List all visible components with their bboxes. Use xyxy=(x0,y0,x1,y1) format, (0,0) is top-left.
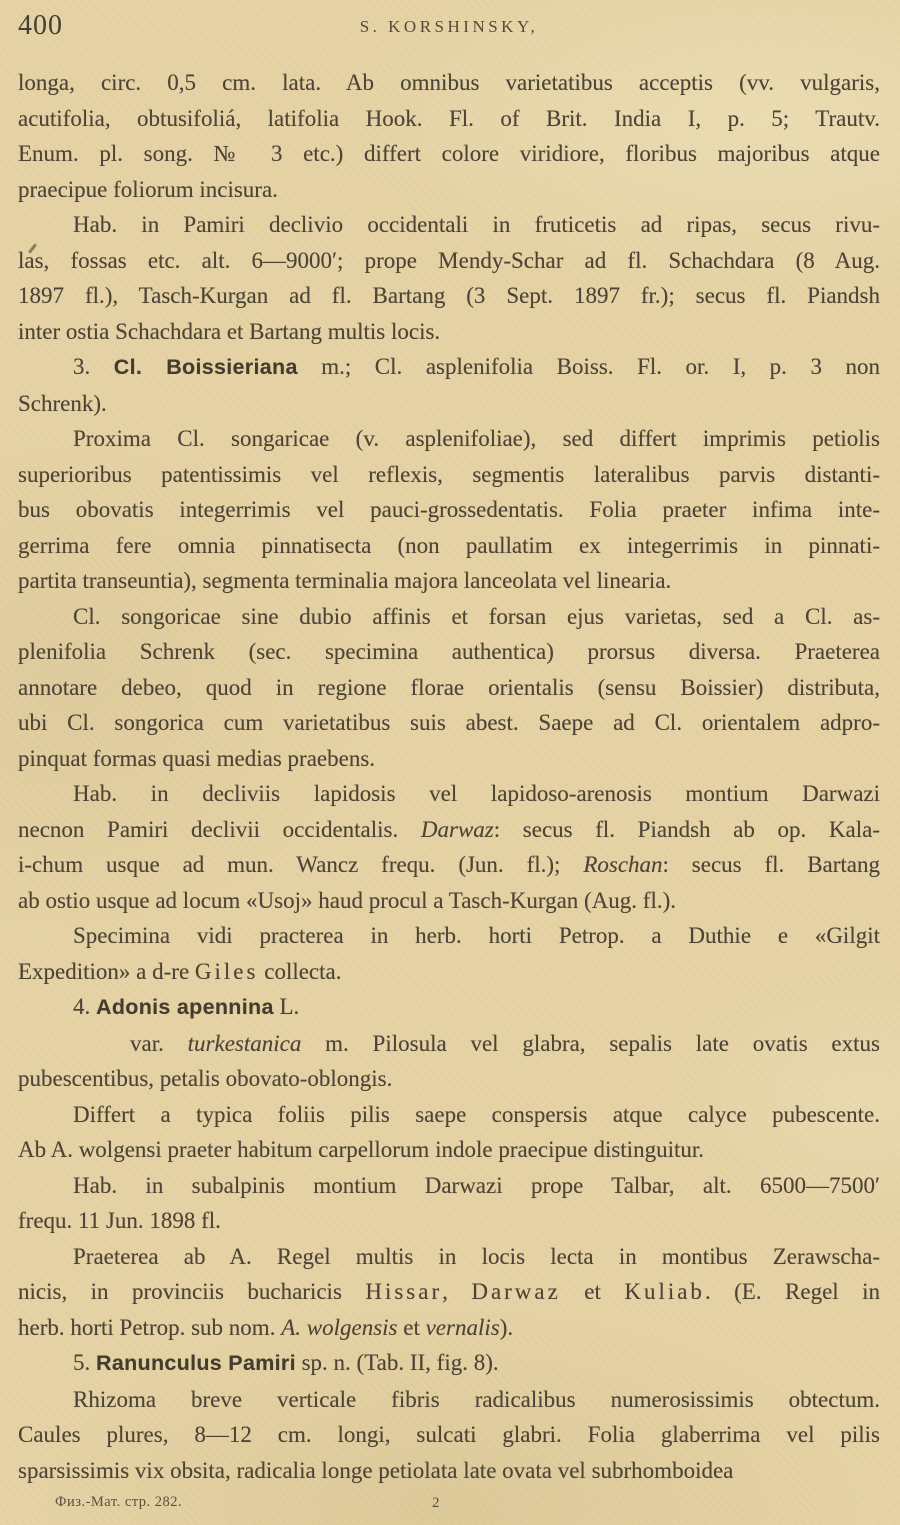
plain-text: Rhizoma breve verticale fibris radicalibus numerosissimis obtectum. xyxy=(73,1386,880,1412)
text-line xyxy=(18,1274,880,1310)
plain-text: ubi Cl. songorica cum varietatibus suis abest. Saepe ad Cl. orientalem adpro- xyxy=(18,710,880,735)
text-line xyxy=(18,1132,880,1168)
plain-text: . (E. Regel in xyxy=(704,1279,881,1304)
plain-text: Enum. pl. song. № 3 etc.) differt colore viridiore, floribus majoribus atque xyxy=(18,141,880,166)
text-line xyxy=(18,1097,880,1133)
spaced-text: Darwaz xyxy=(471,1279,561,1304)
plain-text: sp. n. (Tab. II, fig. 8). xyxy=(295,1350,499,1375)
plain-text: inter ostia Schachdara et Bartang multis locis. xyxy=(18,318,441,344)
text-line xyxy=(18,812,880,848)
text-line xyxy=(18,1061,880,1097)
text-line xyxy=(18,563,880,599)
spaced-text: Kuliab xyxy=(624,1279,705,1304)
text-line xyxy=(18,457,880,493)
plain-text: annotare debeo, quod in regione florae orientalis (sensu Boissier) distributa, xyxy=(18,674,880,700)
text-line xyxy=(18,65,880,101)
text-line xyxy=(18,741,880,777)
paragraph xyxy=(18,207,880,349)
text-line xyxy=(18,1453,880,1489)
text-line xyxy=(18,883,880,919)
page-number: 400 xyxy=(18,10,63,41)
plain-text: partita transeuntia), segmenta terminalia majora lanceolata vel linearia. xyxy=(18,568,672,593)
text-line xyxy=(18,314,880,350)
plain-text: Expedition» a d-re xyxy=(18,958,195,984)
plain-text: var. xyxy=(130,1030,188,1056)
plain-text: 4. xyxy=(73,994,96,1019)
plain-text: gerrima fere omnia pinnatisecta (non paullatim ex integerrimis in pinnati- xyxy=(18,532,880,558)
bold-text: Adonis apennina xyxy=(96,995,274,1019)
plain-text: Differt a typica foliis pilis saepe conspersis atque calyce pubescente. xyxy=(73,1101,880,1127)
text-line xyxy=(18,1168,880,1204)
plain-text: pinquat formas quasi medias praebens. xyxy=(18,745,376,771)
plain-text: collecta. xyxy=(258,958,342,984)
italic-text: Darwaz xyxy=(420,816,494,842)
text-line xyxy=(18,989,880,1026)
italic-text: A. wolgensis xyxy=(281,1314,398,1340)
paragraph xyxy=(18,1026,880,1097)
text-line xyxy=(18,421,880,457)
plain-text: 3. xyxy=(73,354,114,379)
text-line xyxy=(18,1417,880,1453)
plain-text: et xyxy=(560,1279,625,1304)
text-line xyxy=(18,386,880,422)
plain-text: i-chum usque ad mun. Wancz frequ. (Jun. fl.); xyxy=(18,852,584,877)
plain-text: superioribus patentissimis vel reflexis, segmentis lateralibus parvis distanti- xyxy=(18,461,880,487)
italic-text: Roschan xyxy=(583,852,663,877)
plain-text: ). xyxy=(499,1314,514,1340)
text-line xyxy=(18,136,880,172)
text-line xyxy=(18,278,880,314)
plain-text: sparsissimis vix obsita, radicalia longe petiolata late ovata vel subrhomboidea xyxy=(18,1457,734,1483)
plain-text: Hab. in Pamiri declivio occidentali in fruticetis ad ripas, secus rivu- xyxy=(73,212,880,237)
bold-text: Cl. Boissieriana xyxy=(113,355,298,379)
plain-text: las, fossas etc. alt. 6—9000′; prope Mendy-Schar ad fl. Schachdara (8 Aug. xyxy=(18,247,880,273)
text-line xyxy=(18,1203,880,1239)
paragraph xyxy=(18,989,880,1026)
paragraph xyxy=(18,1345,880,1382)
italic-text: turkestanica xyxy=(187,1030,302,1056)
plain-text: nicis, in provinciis bucharicis xyxy=(18,1279,366,1304)
plain-text: longa, circ. 0,5 cm. lata. Ab omnibus varietatibus acceptis (vv. vulgaris, xyxy=(18,70,880,95)
text-line xyxy=(18,1382,880,1418)
text-line xyxy=(18,349,880,386)
paragraph xyxy=(18,776,880,918)
paragraph xyxy=(18,421,880,599)
paragraph xyxy=(18,65,880,207)
text-line xyxy=(18,528,880,564)
plain-text: 5. xyxy=(73,1350,96,1375)
text-line xyxy=(18,172,880,208)
text-line xyxy=(18,492,880,528)
plain-text: 1897 fl.), Tasch-Kurgan ad fl. Bartang (3 Sept. 1897 fr.); secus fl. Piandsh xyxy=(18,283,880,308)
text-line xyxy=(18,1239,880,1275)
bold-text: Ranunculus Pamiri xyxy=(96,1351,296,1375)
text-line xyxy=(18,954,880,990)
paragraph xyxy=(18,349,880,421)
plain-text: Praeterea ab A. Regel multis in locis lecta in montibus Zerawscha- xyxy=(73,1243,880,1269)
plain-text: Hab. in subalpinis montium Darwazi prope Talbar, alt. 6500—7500′ xyxy=(73,1172,880,1198)
footer-sheet-number: 2 xyxy=(432,1495,440,1511)
plain-text: Cl. songoricae sine dubio affinis et forsan ejus varietas, sed a Cl. as- xyxy=(73,603,880,629)
text-line xyxy=(18,207,880,243)
text-line xyxy=(18,1345,880,1382)
plain-text: Ab A. wolgensi praeter habitum carpellorum indole praecipue distinguitur. xyxy=(18,1137,704,1162)
text-line xyxy=(18,634,880,670)
spaced-text: Hissar xyxy=(365,1279,443,1304)
plain-text: pubescentibus, petalis obovato-oblongis. xyxy=(18,1066,393,1091)
text-line xyxy=(18,705,880,741)
plain-text: et xyxy=(397,1314,426,1340)
paragraph xyxy=(18,599,880,777)
plain-text: necnon Pamiri declivii occidentalis. xyxy=(18,816,421,842)
plain-text: Proxima Cl. songaricae (v. asplenifoliae), sed differt imprimis petiolis xyxy=(73,426,880,451)
text-line xyxy=(18,918,880,954)
text-line xyxy=(18,599,880,635)
page-body xyxy=(18,65,880,1488)
text-line xyxy=(18,776,880,812)
text-line xyxy=(18,243,880,279)
plain-text: bus obovatis integerrimis vel pauci-grossedentatis. Folia praeter infima inte- xyxy=(18,497,880,522)
plain-text: Specimina vidi practerea in herb. horti Petrop. a Duthie e «Gilgit xyxy=(73,923,880,948)
plain-text: Schrenk). xyxy=(18,390,107,416)
spaced-text: Giles xyxy=(194,958,259,984)
paragraph xyxy=(18,1239,880,1346)
plain-text: L. xyxy=(273,994,300,1019)
plain-text: plenifolia Schrenk (sec. specimina authentica) prorsus diversa. Praeterea xyxy=(18,639,880,664)
plain-text: Hab. in decliviis lapidosis vel lapidoso-arenosis montium Darwazi xyxy=(73,781,880,806)
text-line xyxy=(18,1026,880,1062)
plain-text: Caules plures, 8—12 cm. longi, sulcati glabri. Folia glaberrima vel pilis xyxy=(18,1422,880,1447)
paragraph xyxy=(18,1382,880,1489)
plain-text: frequ. 11 Jun. 1898 fl. xyxy=(18,1208,221,1233)
paragraph xyxy=(18,918,880,989)
text-line xyxy=(18,101,880,137)
italic-text: vernalis xyxy=(425,1314,500,1340)
text-line xyxy=(18,847,880,883)
plain-text: herb. horti Petrop. sub nom. xyxy=(18,1314,282,1340)
plain-text: m.; Cl. asplenifolia Boiss. Fl. or. I, p. 3 non xyxy=(297,354,881,379)
plain-text: acutifolia, obtusifoliá, latifolia Hook. Fl. of Brit. India I, p. 5; Trautv. xyxy=(18,105,880,131)
plain-text: m. Pilosula vel glabra, sepalis late ovatis extus xyxy=(301,1030,880,1056)
plain-text: praecipue foliorum incisura. xyxy=(18,176,278,202)
plain-text: : secus fl. Bartang xyxy=(662,852,881,877)
paragraph xyxy=(18,1097,880,1168)
text-line xyxy=(18,1310,880,1346)
text-line xyxy=(18,670,880,706)
running-header: S. KORSHINSKY, xyxy=(359,17,539,36)
plain-text: , xyxy=(442,1279,472,1304)
plain-text: : secus fl. Piandsh ab op. Kala- xyxy=(493,816,880,842)
footer-signature: Физ.-Мат. стр. 282. xyxy=(55,1494,183,1510)
plain-text: ab ostio usque ad locum «Usoj» haud procul a Tasch-Kurgan (Aug. fl.). xyxy=(18,887,677,913)
paragraph xyxy=(18,1168,880,1239)
